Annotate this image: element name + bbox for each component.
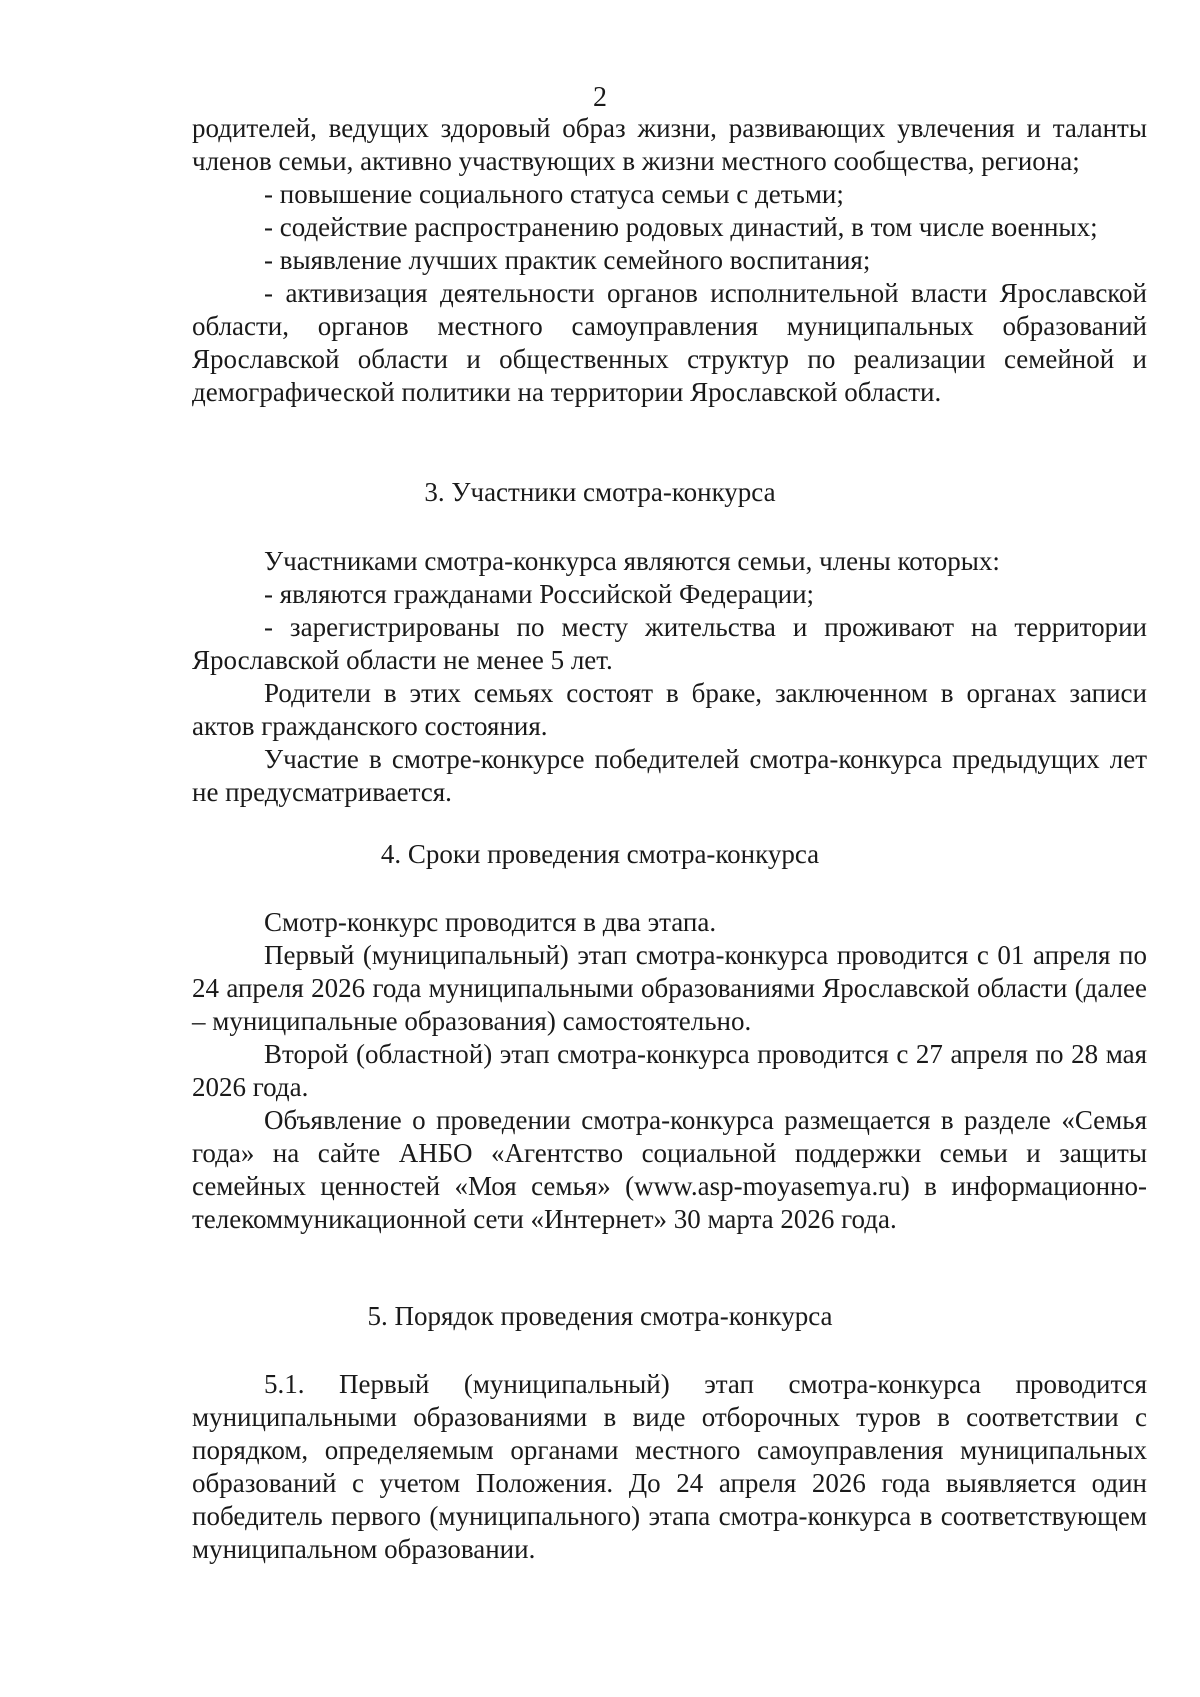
page-number: 2: [593, 82, 607, 113]
list-item: - являются гражданами Российской Федерации;: [264, 579, 815, 609]
paragraph: Первый (муниципальный) этап смотра-конкурса проводится с 01 апреля по 24 апреля 2026 года муниципальными образованиями Ярославской области (далее – муниципальные образования) самостоятельно.: [192, 940, 1147, 1036]
list-item: - повышение социального статуса семьи с детьми;: [264, 179, 844, 209]
section-3-body: [192, 545, 1147, 809]
section-3-heading: 3. Участники смотра-конкурса: [424, 477, 776, 507]
list-item: - активизация деятельности органов исполнительной власти Ярославской области, органов местного самоуправления муниципальных образований Ярославской области и общественных структур по реализации семейной и демографической политики на территории Ярославской области.: [192, 278, 1147, 407]
list-item: - выявление лучших практик семейного воспитания;: [264, 245, 871, 275]
section-4-heading: 4. Сроки проведения смотра-конкурса: [380, 839, 820, 869]
paragraph: Участие в смотре-конкурсе победителей смотра-конкурса предыдущих лет не предусматривается.: [192, 744, 1147, 807]
paragraph: Участниками смотра-конкурса являются семьи, члены которых:: [264, 546, 1000, 576]
section-4-body: [192, 906, 1147, 1236]
intro-block: [192, 112, 1147, 409]
section-5-heading: 5. Порядок проведения смотра-конкурса: [367, 1301, 833, 1331]
list-item: - зарегистрированы по месту жительства и проживают на территории Ярославской области не менее 5 лет.: [192, 612, 1147, 675]
paragraph: 5.1. Первый (муниципальный) этап смотра-конкурса проводится муниципальными образованиями в виде отборочных туров в соответствии с порядком, определяемым органами местного самоуправления муниципальных образований с учетом Положения. До 24 апреля 2026 года выявляется один победитель первого (муниципального) этапа смотра-конкурса в соответствующем муниципальном образовании.: [192, 1369, 1147, 1564]
paragraph: родителей, ведущих здоровый образ жизни, развивающих увлечения и таланты членов семьи, активно участвующих в жизни местного сообщества, региона;: [192, 113, 1147, 176]
list-item: - содействие распространению родовых династий, в том числе военных;: [264, 212, 1098, 242]
paragraph: Второй (областной) этап смотра-конкурса проводится с 27 апреля по 28 мая 2026 года.: [192, 1039, 1147, 1102]
paragraph: Объявление о проведении смотра-конкурса размещается в разделе «Семья года» на сайте АНБО «Агентство социальной поддержки семьи и защиты семейных ценностей «Моя семья» (www.asp-moyasemya.ru) в информационно-телекоммуникационной сети «Интернет» 30 марта 2026 года.: [192, 1105, 1147, 1234]
section-5-body: [192, 1368, 1147, 1566]
paragraph: Смотр-конкурс проводится в два этапа.: [264, 907, 717, 937]
paragraph: Родители в этих семьях состоят в браке, заключенном в органах записи актов гражданского состояния.: [192, 678, 1147, 741]
